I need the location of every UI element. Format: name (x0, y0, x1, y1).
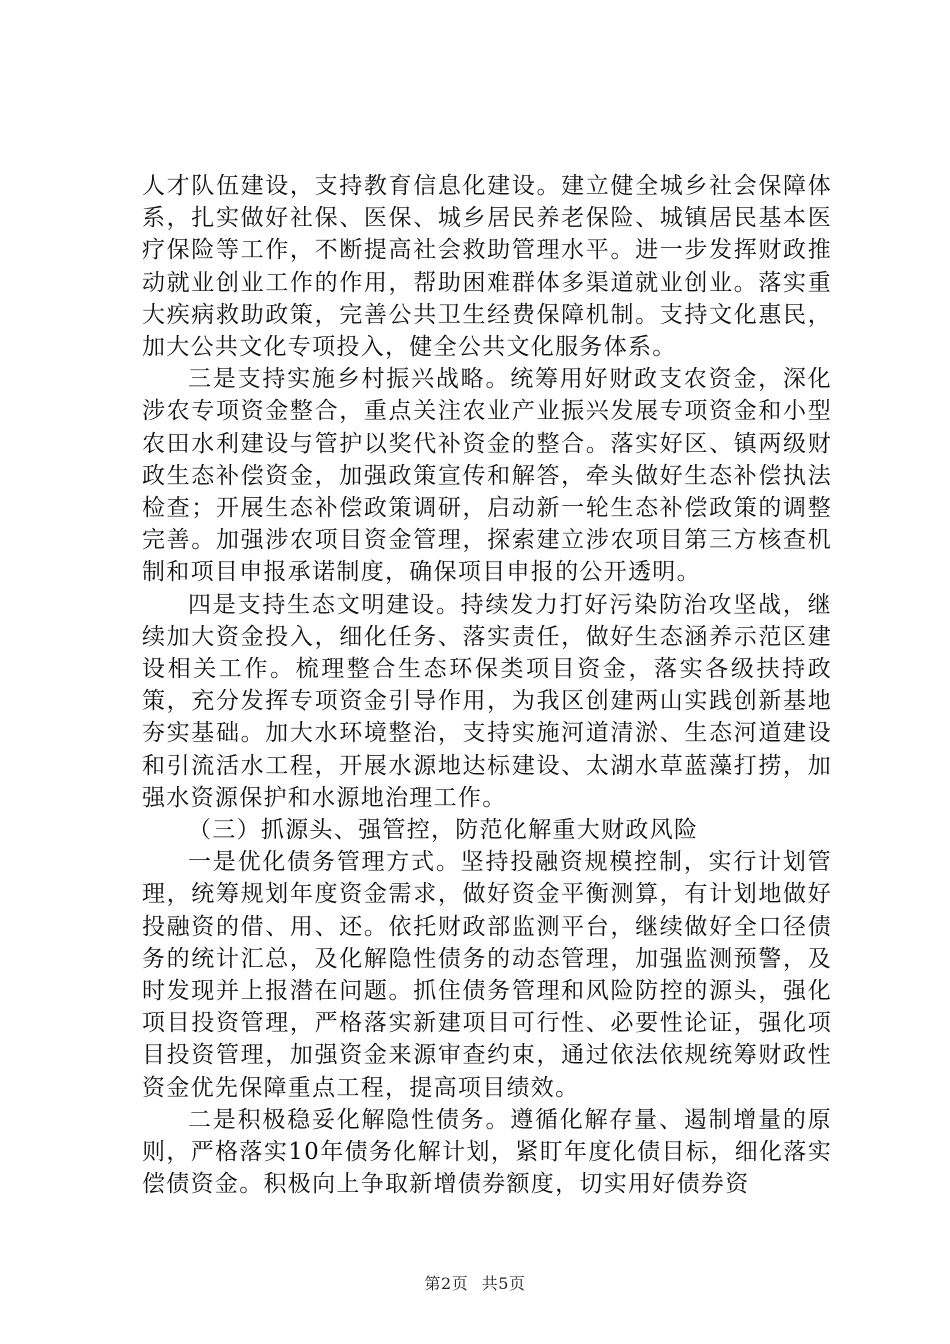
paragraph-hidden-debt: 二是积极稳妥化解隐性债务。遵循化解存量、遏制增量的原则，严格落实10年债务化解计划，紧盯年度化债目标，细化落实偿债资金。积极向上争取新增债券额度，切实用好债券资 (142, 1106, 832, 1198)
page-total: 共5页 (481, 1274, 526, 1293)
paragraph-continued: 人才队伍建设，支持教育信息化建设。建立健全城乡社会保障体系，扎实做好社保、医保、城乡居民养老保险、城镇居民基本医疗保险等工作，不断提高社会救助管理水平。进一步发挥财政推动就业创业工作的作用，帮助困难群体多渠道就业创业。落实重大疾病救助政策，完善公共卫生经费保障机制。支持文化惠民，加大公共文化专项投入，健全公共文化服务体系。 (142, 173, 832, 361)
paragraph-rural-revitalization: 三是支持实施乡村振兴战略。统筹用好财政支农资金，深化涉农专项资金整合，重点关注农业产业振兴发展专项资金和小型农田水利建设与管护以奖代补资金的整合。落实好区、镇两级财政生态补偿资金，加强政策宣传和解答，牵头做好生态补偿执法检查；开展生态补偿政策调研，启动新一轮生态补偿政策的调整完善。加强涉农项目资金管理，探索建立涉农项目第三方核查机制和项目申报承诺制度，确保项目申报的公开透明。 (142, 366, 832, 586)
paragraph-ecological-civilization: 四是支持生态文明建设。持续发力打好污染防治攻坚战，继续加大资金投入，细化任务、落实责任，做好生态涵养示范区建设相关工作。梳理整合生态环保类项目资金，落实各级扶持政策，充分发挥专项资金引导作用，为我区创建两山实践创新基地夯实基础。加大水环境整治，支持实施河道清淤、生态河道建设和引流活水工程，开展水源地达标建设、太湖水草蓝藻打捞，加强水资源保护和水源地治理工作。 (142, 591, 832, 811)
section-heading-fiscal-risk: （三）抓源头、强管控，防范化解重大财政风险 (188, 817, 699, 844)
document-body (142, 170, 832, 1201)
page-number: 第2页 (424, 1274, 469, 1293)
paragraph-debt-management: 一是优化债务管理方式。坚持投融资规模控制，实行计划管理，统筹规划年度资金需求，做好资金平衡测算，有计划地做好投融资的借、用、还。依托财政部监测平台，继续做好全口径债务的统计汇总，及化解隐性债务的动态管理，加强监测预警，及时发现并上报潜在问题。抓住债务管理和风险防控的源头，强化项目投资管理，严格落实新建项目可行性、必要性论证，强化项目投资管理，加强资金来源审查约束，通过依法依规统筹财政性资金优先保障重点工程，提高项目绩效。 (142, 849, 832, 1101)
page-footer (0, 1271, 950, 1294)
